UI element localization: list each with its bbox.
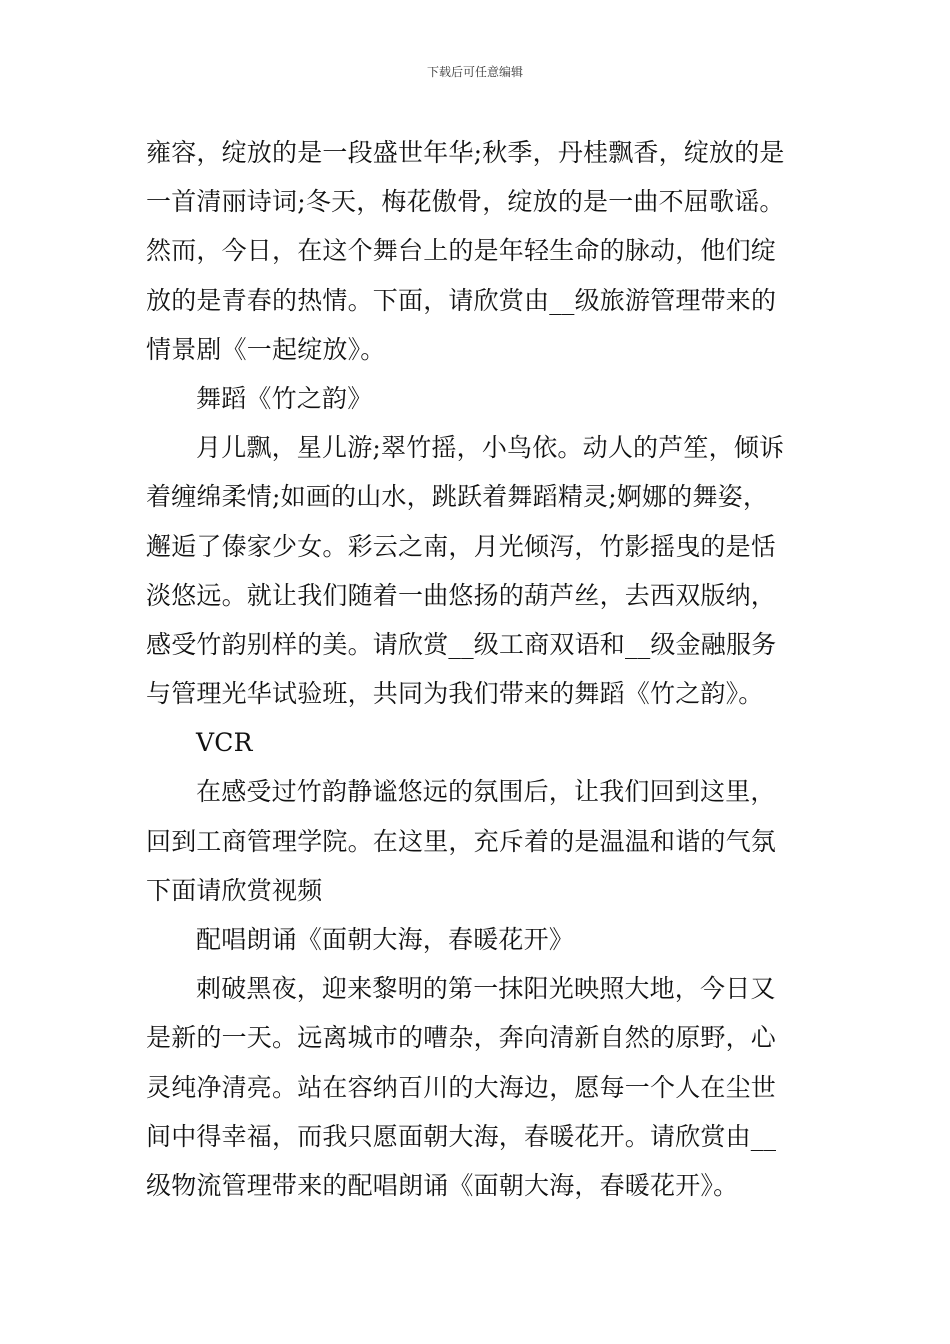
text-line: 然而，今日，在这个舞台上的是年轻生命的脉动，他们绽 xyxy=(146,236,777,266)
text-line: 邂逅了傣家少女。彩云之南，月光倾泻，竹影摇曳的是恬 xyxy=(146,531,777,561)
text-line: 一首清丽诗词;冬天，梅花傲骨，绽放的是一曲不屈歌谣。 xyxy=(146,187,785,217)
text-line: 回到工商管理学院。在这里，充斥着的是温温和谐的气氛 xyxy=(146,826,777,856)
text-line: 着缠绵柔情;如画的山水，跳跃着舞蹈精灵;婀娜的舞姿， xyxy=(146,482,769,512)
section-heading: VCR xyxy=(196,728,253,758)
text-line: 月儿飘，星儿游;翠竹摇，小鸟依。动人的芦笙，倾诉 xyxy=(196,433,785,463)
text-line: 淡悠远。就让我们随着一曲悠扬的葫芦丝，去西双版纳， xyxy=(146,580,777,610)
text-line: 在感受过竹韵静谧悠远的氛围后，让我们回到这里， xyxy=(196,777,776,807)
text-line: 间中得幸福，而我只愿面朝大海，春暖花开。请欣赏由__ xyxy=(146,1121,777,1151)
section-heading: 舞蹈《竹之韵》 xyxy=(196,383,373,413)
page-header: 下载后可任意编辑 xyxy=(426,65,523,79)
text-line: 雍容，绽放的是一段盛世年华;秋季，丹桂飘香，绽放的是 xyxy=(146,138,785,167)
text-line: 感受竹韵别样的美。请欣赏__级工商双语和__级金融服务 xyxy=(146,629,777,659)
text-line: 级物流管理带来的配唱朗诵《面朝大海，春暖花开》。 xyxy=(146,1170,739,1200)
text-line: 与管理光华试验班，共同为我们带来的舞蹈《竹之韵》。 xyxy=(146,679,764,709)
text-line: 灵纯净清亮。站在容纳百川的大海边，愿每一个人在尘世 xyxy=(146,1072,777,1102)
text-line: 是新的一天。远离城市的嘈杂，奔向清新自然的原野，心 xyxy=(146,1023,777,1053)
document-body xyxy=(146,128,808,1210)
section-heading: 配唱朗诵《面朝大海，春暖花开》 xyxy=(196,925,575,954)
text-line: 情景剧《一起绽放》。 xyxy=(146,334,386,364)
text-line: 下面请欣赏视频 xyxy=(146,875,323,905)
text-line: 刺破黑夜，迎来黎明的第一抹阳光映照大地，今日又 xyxy=(196,974,776,1004)
text-line: 放的是青春的热情。下面，请欣赏由__级旅游管理带来的 xyxy=(146,285,777,315)
